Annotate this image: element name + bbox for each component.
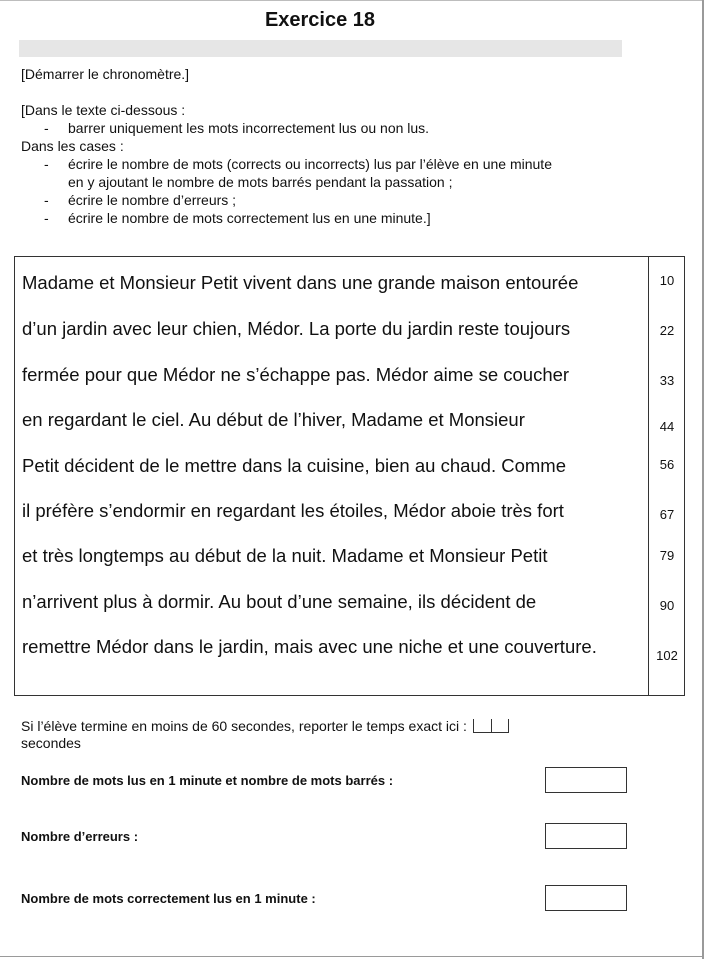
reading-line: remettre Médor dans le jardin, mais avec une niche et une couverture. [22, 636, 597, 657]
page-bottom-border [0, 956, 704, 957]
cumulative-word-count: 44 [659, 419, 675, 434]
cumulative-word-count: 56 [659, 457, 675, 472]
dash-bullet: - [44, 156, 49, 172]
exercise-title: Exercice 18 [264, 9, 376, 31]
correct-words-answer-box[interactable] [545, 885, 627, 911]
time-note [21, 718, 509, 735]
reading-line: fermée pour que Médor ne s’échappe pas. Médor aime se coucher [22, 364, 570, 385]
reading-line: Madame et Monsieur Petit vivent dans une grande maison entourée [22, 272, 579, 293]
reading-line: Petit décident de le mettre dans la cuisine, bien au chaud. Comme [22, 455, 567, 476]
cumulative-word-count: 67 [659, 507, 675, 522]
words-read-answer-box[interactable] [545, 767, 627, 793]
start-timer-instruction: [Démarrer le chronomètre.] [21, 66, 190, 82]
cumulative-word-count: 22 [659, 323, 675, 338]
cumulative-word-count: 79 [659, 548, 675, 563]
cumulative-word-count: 102 [656, 648, 678, 663]
reading-line: n’arrivent plus à dormir. Au bout d’une semaine, ils décident de [22, 591, 537, 612]
dash-bullet: - [44, 192, 49, 208]
errors-answer-box[interactable] [545, 823, 627, 849]
time-note-text: Si l’élève termine en moins de 60 secondes, reporter le temps exact ici : [21, 718, 467, 734]
time-unit: secondes [21, 735, 81, 751]
reading-line: et très longtemps au début de la nuit. Madame et Monsieur Petit [22, 545, 548, 566]
instruction-item-strike: barrer uniquement les mots incorrectement lus ou non lus. [68, 120, 430, 136]
correct-words-label: Nombre de mots correctement lus en 1 minute : [21, 891, 316, 906]
reading-line: d’un jardin avec leur chien, Médor. La porte du jardin reste toujours [22, 318, 571, 339]
cases-heading: Dans les cases : [21, 138, 124, 154]
reading-line: il préfère s’endormir en regardant les étoiles, Médor aboie très fort [22, 500, 564, 521]
instruction-item-errors: écrire le nombre d’erreurs ; [68, 192, 237, 208]
dash-bullet: - [44, 210, 49, 226]
errors-label: Nombre d’erreurs : [21, 829, 139, 844]
cumulative-word-count: 33 [659, 373, 675, 388]
time-entry-field[interactable] [473, 719, 509, 733]
instruction-item-words-read-cont: en y ajoutant le nombre de mots barrés pendant la passation ; [68, 174, 453, 190]
dash-bullet: - [44, 120, 49, 136]
instruction-item-correct: écrire le nombre de mots correctement lus en une minute.] [68, 210, 431, 226]
text-instruction-intro: [Dans le texte ci-dessous : [21, 102, 186, 118]
header-shaded-bar [19, 40, 622, 57]
words-read-label: Nombre de mots lus en 1 minute et nombre de mots barrés : [21, 773, 394, 788]
page-top-border [0, 0, 704, 1]
instruction-item-words-read: écrire le nombre de mots (corrects ou incorrects) lus par l’élève en une minute [68, 156, 552, 172]
cumulative-word-count: 90 [659, 598, 675, 613]
reading-line: en regardant le ciel. Au début de l’hiver, Madame et Monsieur [22, 409, 525, 430]
word-count-column-divider [648, 256, 649, 696]
cumulative-word-count: 10 [659, 273, 675, 288]
